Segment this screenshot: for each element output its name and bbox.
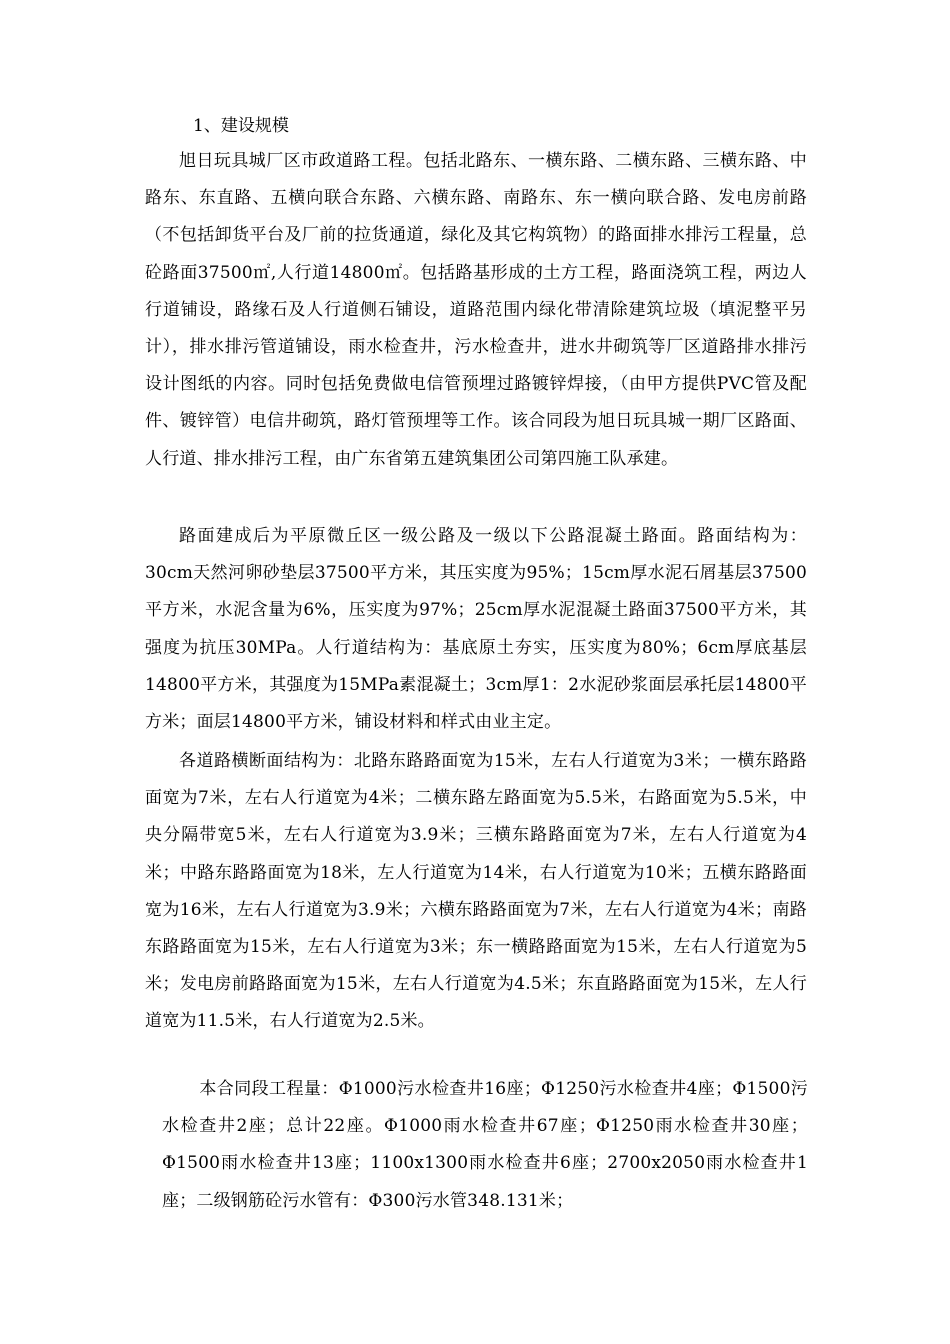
section-heading: 1、建设规模 xyxy=(193,116,289,136)
paragraph-road-cross-sections: 各道路横断面结构为：北路东路路面宽为15米，左右人行道宽为3米；一横东路路面宽为7米，左右人行道宽为4米；二横东路左路面宽为5.5米，右路面宽为5.5米，中央分隔带宽5米，左右人行道宽为3.9米；三横东路路面宽为7米，左右人行道宽为4米；中路东路路面宽为18米，左人行道宽为14米，右人行道宽为10米；五横东路路面宽为16米，左右人行道宽为3.9米；六横东路路面宽为7米，左右人行道宽为4米；南路东路路面宽为15米，左右人行道宽为3米；东一横路路面宽为15米，左右人行道宽为5米；发电房前路路面宽为15米，左右人行道宽为4.5米；东直路路面宽为15米，左人行道宽为11.5米，右人行道宽为2.5米。 xyxy=(145,751,807,1032)
paragraph-construction-scope: 旭日玩具城厂区市政道路工程。包括北路东、一横东路、二横东路、三横东路、中路东、东直路、五横向联合东路、六横东路、南路东、东一横向联合路、发电房前路（不包括卸货平台及厂前的拉货通道，绿化及其它构筑物）的路面排水排污工程量，总砼路面37500㎡,人行道14800㎡。包括路基形成的土方工程，路面浇筑工程，两边人行道铺设，路缘石及人行道侧石铺设，道路范围内绿化带清除建筑垃圾（填泥整平另计），排水排污管道铺设，雨水检查井，污水检查井，进水井砌筑等厂区道路排水排污设计图纸的内容。同时包括免费做电信管预埋过路镀锌焊接，（由甲方提供PVC管及配件、镀锌管）电信井砌筑，路灯管预埋等工作。该合同段为旭日玩具城一期厂区路面、人行道、排水排污工程，由广东省第五建筑集团公司第四施工队承建。 xyxy=(145,151,807,469)
paragraph-work-quantities: 本合同段工程量：Φ1000污水检查井16座；Φ1250污水检查井4座；Φ1500污水检查井2座；总计22座。Φ1000雨水检查井67座；Φ1250雨水检查井30座；Φ1500雨水检查井13座；1100x1300雨水检查井6座；2700x2050雨水检查井1座；二级钢筋砼污水管有：Φ300污水管348.131米； xyxy=(162,1079,808,1211)
paragraph-pavement-structure: 路面建成后为平原微丘区一级公路及一级以下公路混凝土路面。路面结构为：30cm天然河卵砂垫层37500平方米，其压实度为95%；15cm厚水泥石屑基层37500平方米，水泥含量为6%，压实度为97%；25cm厚水泥混凝土路面37500平方米，其强度为抗压30MPa。人行道结构为：基底原土夯实，压实度为80%；6cm厚底基层14800平方米，其强度为15MPa素混凝土；3cm厚1：2水泥砂浆面层承托层14800平方米；面层14800平方米，铺设材料和样式由业主定。 xyxy=(145,526,807,733)
